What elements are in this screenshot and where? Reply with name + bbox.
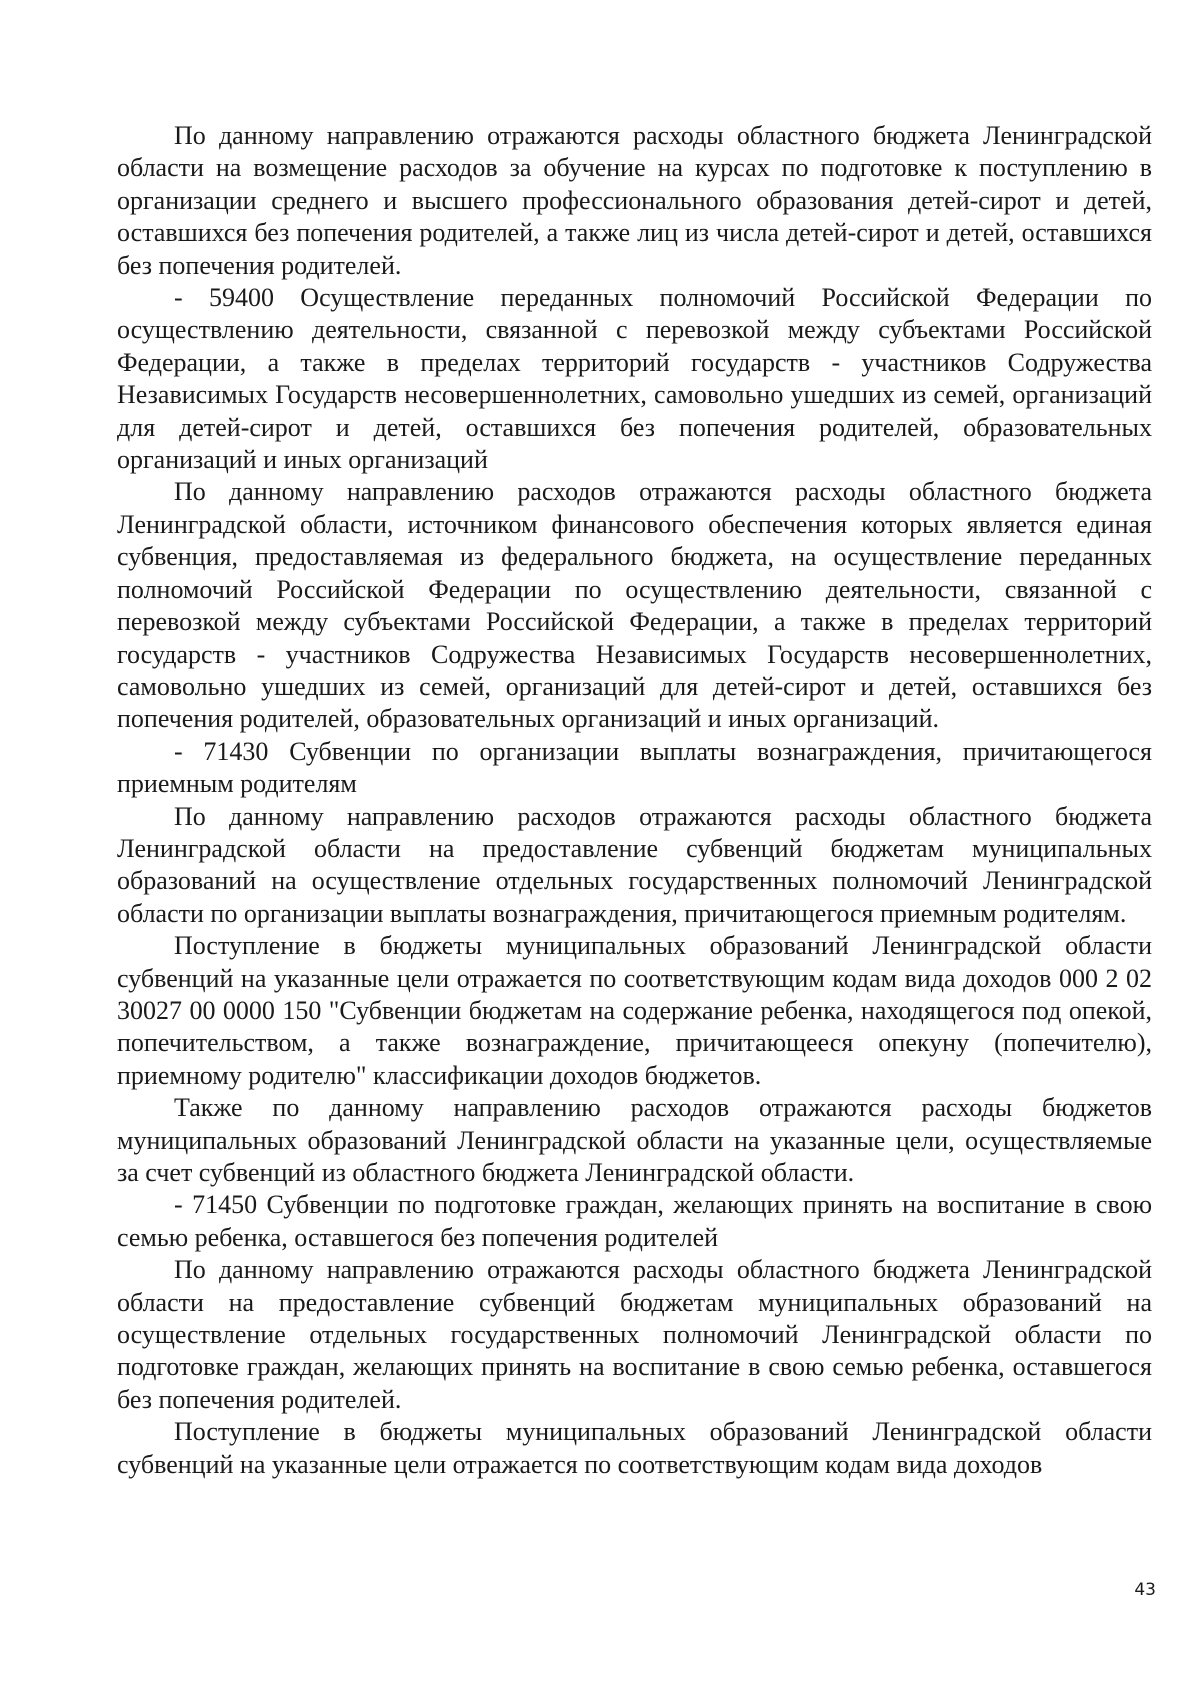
paragraph: - 71450 Субвенции по подготовке граждан, желающих принять на воспитание в свою семью ребенка, оставшегося без попечения родителей bbox=[117, 1190, 1152, 1252]
paragraph: - 59400 Осуществление переданных полномочий Российской Федерации по осуществлению деятельности, связанной с перевозкой между субъектами Российской Федерации, а также в пределах территорий государств - участников Содружества Независимых Государств несовершеннолетних, самовольно ушедших из семей, организаций для детей-сирот и детей, оставшихся без попечения родителей, образовательных организаций и иных организаций bbox=[117, 283, 1152, 475]
document-page bbox=[117, 120, 1152, 1481]
paragraph: По данному направлению отражаются расходы областного бюджета Ленинградской области на предоставление субвенций бюджетам муниципальных образований на осуществление отдельных государственных полномочий Ленинградской области по подготовке граждан, желающих принять на воспитание в свою семью ребенка, оставшегося без попечения родителей. bbox=[117, 1255, 1152, 1414]
paragraph: По данному направлению расходов отражаются расходы областного бюджета Ленинградской области на предоставление субвенций бюджетам муниципальных образований на осуществление отдельных государственных полномочий Ленинградской области по организации выплаты вознаграждения, причитающегося приемным родителям. bbox=[117, 801, 1152, 928]
paragraph: Поступление в бюджеты муниципальных образований Ленинградской области субвенций на указанные цели отражается по соответствующим кодам вида доходов bbox=[117, 1417, 1152, 1479]
paragraph: - 71430 Субвенции по организации выплаты вознаграждения, причитающегося приемным родителям bbox=[117, 736, 1152, 799]
paragraph: Также по данному направлению расходов отражаются расходы бюджетов муниципальных образований Ленинградской области на указанные цели, осуществляемые за счет субвенций из областного бюджета Ленинградской области. bbox=[117, 1093, 1152, 1187]
page-number: 43 bbox=[1134, 1580, 1156, 1600]
paragraph: Поступление в бюджеты муниципальных образований Ленинградской области субвенций на указанные цели отражается по соответствующим кодам вида доходов 000 2 02 30027 00 0000 150 "Субвенции бюджетам на содержание ребенка, находящегося под опекой, попечительством, а также вознаграждение, причитающееся опекуну (попечителю), приемному родителю" классификации доходов бюджетов. bbox=[117, 931, 1152, 1090]
paragraph: По данному направлению отражаются расходы областного бюджета Ленинградской области на возмещение расходов за обучение на курсах по подготовке к поступлению в организации среднего и высшего профессионального образования детей-сирот и детей, оставшихся без попечения родителей, а также лиц из числа детей-сирот и детей, оставшихся без попечения родителей. bbox=[117, 121, 1152, 280]
paragraph: По данному направлению расходов отражаются расходы областного бюджета Ленинградской области, источником финансового обеспечения которых является единая субвенция, предоставляемая из федерального бюджета, на осуществление переданных полномочий Российской Федерации по осуществлению деятельности, связанной с перевозкой между субъектами Российской Федерации, а также в пределах территорий государств - участников Содружества Независимых Государств несовершеннолетних, самовольно ушедших из семей, организаций для детей-сирот и детей, оставшихся без попечения родителей, образовательных организаций и иных организаций. bbox=[117, 477, 1152, 734]
